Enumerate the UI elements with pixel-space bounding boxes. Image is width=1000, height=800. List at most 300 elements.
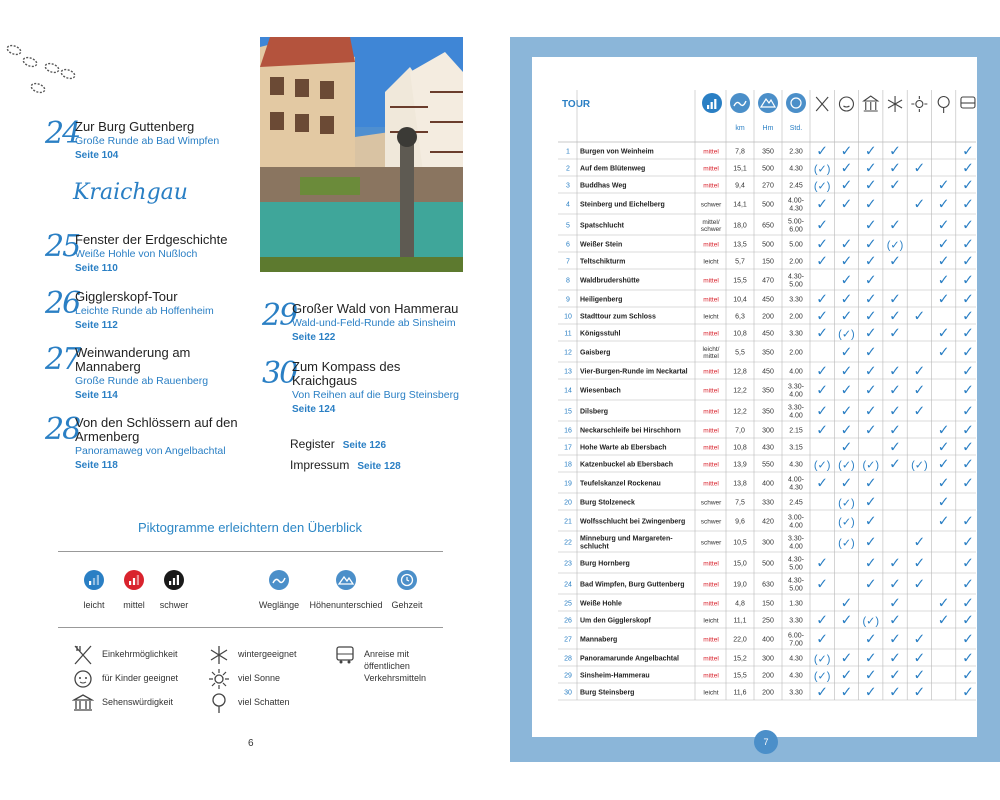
check-icon: ✓ xyxy=(913,159,926,176)
check-icon: ✓ xyxy=(913,666,926,683)
row-tour-name: Neckarschleife bei Hirschhorn xyxy=(580,427,681,435)
row-number: 11 xyxy=(564,330,572,338)
check-icon: ✓ xyxy=(937,421,950,438)
check-icon: ✓ xyxy=(816,421,829,438)
check-icon: ✓ xyxy=(889,649,901,666)
check-icon: ✓ xyxy=(816,402,829,419)
snowflake-icon xyxy=(208,644,230,666)
row-tour-name: Teltschikturm xyxy=(580,258,626,266)
check-icon: ✓ xyxy=(864,649,877,666)
check-icon: ✓ xyxy=(937,512,950,529)
row-std: 4.30 xyxy=(789,672,803,680)
check-icon: ✓ xyxy=(840,402,853,419)
row-km: 14,1 xyxy=(733,201,747,209)
row-km: 4,8 xyxy=(735,600,745,608)
row-difficulty: mittel xyxy=(703,330,719,338)
check-icon: ✓ xyxy=(937,438,950,455)
row-number: 19 xyxy=(564,480,572,488)
row-km: 9,6 xyxy=(735,518,745,526)
row-number: 21 xyxy=(564,518,572,526)
check-icon: ✓ xyxy=(962,381,974,398)
row-hm: 300 xyxy=(762,539,774,547)
row-number: 13 xyxy=(564,368,572,376)
row-difficulty: mittel xyxy=(703,408,719,416)
row-hm: 200 xyxy=(762,689,774,697)
check-icon: ✓ xyxy=(889,666,901,683)
header-sun-icon xyxy=(911,96,927,112)
row-tour-name: Burg Steinsberg xyxy=(580,689,635,697)
row-km: 15,2 xyxy=(733,655,747,663)
row-tour-name: Wolfsschlucht bei Zwingenberg xyxy=(580,518,686,526)
check-icon: ✓ xyxy=(937,594,950,611)
row-difficulty: mittel xyxy=(703,427,719,435)
check-icon: ✓ xyxy=(864,176,877,193)
duration-icon xyxy=(395,568,419,592)
row-km: 5,5 xyxy=(735,349,745,357)
check-icon: ✓ xyxy=(962,512,974,529)
check-icon: ✓ xyxy=(816,216,829,233)
row-tour-name: Teufelskanzel Rockenau xyxy=(580,480,661,488)
row-difficulty: leicht xyxy=(703,689,719,697)
row-hm: 200 xyxy=(762,313,774,321)
row-number: 5 xyxy=(566,222,570,230)
check-icon: ✓ xyxy=(913,683,926,700)
row-km: 10,8 xyxy=(733,444,747,452)
row-tour-name: Sinsheim-Hammerau xyxy=(580,672,650,680)
row-tour-name: Burg Stolzeneck xyxy=(580,499,635,507)
row-std: 3.00-4.00 xyxy=(788,514,804,530)
row-std: 3.15 xyxy=(789,444,803,452)
tour-overview-table xyxy=(558,90,978,716)
check-icon: ✓ xyxy=(816,307,829,324)
row-number: 16 xyxy=(564,427,572,435)
row-km: 13,5 xyxy=(733,241,747,249)
row-number: 2 xyxy=(566,165,570,173)
row-km: 13,8 xyxy=(733,480,747,488)
check-icon: ✓ xyxy=(864,271,877,288)
partial-check-icon: (✓) xyxy=(862,459,880,472)
check-icon: ✓ xyxy=(840,594,853,611)
row-tour-name: Vier-Burgen-Runde im Neckartal xyxy=(580,368,688,376)
tour-page: Seite 118 xyxy=(75,460,118,471)
check-icon: ✓ xyxy=(962,142,974,159)
tour-number: 26 xyxy=(45,286,80,321)
row-tour-name: Weißer Stein xyxy=(580,241,623,249)
town-photo xyxy=(260,37,463,272)
legend-text: Sehenswürdigkeit xyxy=(102,697,174,707)
row-number: 20 xyxy=(564,499,572,507)
row-difficulty: schwer xyxy=(700,518,722,526)
tour-subtitle: Leichte Runde ab Hoffenheim xyxy=(75,305,214,317)
check-icon: ✓ xyxy=(864,362,877,379)
row-km: 22,0 xyxy=(733,636,747,644)
partial-check-icon: (✓) xyxy=(838,537,855,550)
register-link[interactable] xyxy=(290,437,386,451)
legend-text: Anreise mit öffentlichen Verkehrsmitteln xyxy=(364,649,427,683)
row-km: 7,0 xyxy=(735,427,745,435)
row-hm: 350 xyxy=(762,148,774,156)
row-difficulty: mittel xyxy=(703,636,719,644)
check-icon: ✓ xyxy=(962,290,974,307)
check-icon: ✓ xyxy=(937,176,950,193)
tour-page: Seite 124 xyxy=(292,404,336,415)
check-icon: ✓ xyxy=(937,290,950,307)
check-icon: ✓ xyxy=(962,630,974,647)
row-number: 22 xyxy=(564,539,572,547)
tour-title: Zur Burg Guttenberg xyxy=(75,119,195,134)
partial-check-icon: (✓) xyxy=(838,497,855,510)
check-icon: ✓ xyxy=(840,474,853,491)
row-km: 11,6 xyxy=(733,689,747,697)
check-icon: ✓ xyxy=(889,176,901,193)
check-icon: ✓ xyxy=(864,630,877,647)
row-km: 5,7 xyxy=(735,258,745,266)
partial-check-icon: (✓) xyxy=(838,328,855,341)
row-tour-name: Königsstuhl xyxy=(580,330,621,338)
check-icon: ✓ xyxy=(937,474,950,491)
check-icon: ✓ xyxy=(889,575,901,592)
check-icon: ✓ xyxy=(816,683,829,700)
row-number: 14 xyxy=(564,387,572,395)
divider xyxy=(58,551,443,552)
legend-label-schwer: schwer xyxy=(159,600,189,610)
row-std: 4.30 xyxy=(789,655,803,663)
check-icon: ✓ xyxy=(962,307,974,324)
row-difficulty: leicht xyxy=(703,617,719,625)
legend-label-mittel: mittel xyxy=(123,600,145,610)
check-icon: ✓ xyxy=(962,575,974,592)
legend-text: Einkehrmöglichkeit xyxy=(102,649,178,659)
tour-title: Gigglerskopf-Tour xyxy=(75,289,178,304)
difficulty-easy-icon xyxy=(82,568,106,592)
check-icon: ✓ xyxy=(889,142,901,159)
check-icon: ✓ xyxy=(937,493,950,510)
row-hm: 350 xyxy=(762,408,774,416)
row-tour-name: Burgen von Weinheim xyxy=(580,148,654,156)
check-icon: ✓ xyxy=(864,575,877,592)
row-std: 4.30-5.00 xyxy=(788,273,804,289)
row-tour-name: Katzenbuckel ab Ebersbach xyxy=(580,461,673,469)
row-hm: 500 xyxy=(762,560,774,568)
row-tour-name: Spatschlucht xyxy=(580,222,624,230)
check-icon: ✓ xyxy=(864,533,877,550)
check-icon: ✓ xyxy=(816,611,829,628)
check-icon: ✓ xyxy=(864,252,877,269)
check-icon: ✓ xyxy=(937,271,950,288)
row-hm: 550 xyxy=(762,461,774,469)
legend-label-leicht: leicht xyxy=(83,600,105,610)
partial-check-icon: (✓) xyxy=(813,163,831,176)
row-hm: 630 xyxy=(762,581,774,589)
row-difficulty: schwer xyxy=(700,539,722,547)
row-hm: 150 xyxy=(762,600,774,608)
row-tour-name: Hohe Warte ab Ebersbach xyxy=(580,444,667,452)
check-icon: ✓ xyxy=(937,343,950,360)
row-std: 3.30 xyxy=(789,330,803,338)
row-number: 26 xyxy=(564,617,572,625)
register-label: Register xyxy=(290,437,335,451)
row-difficulty: mittel xyxy=(703,672,719,680)
check-icon: ✓ xyxy=(840,271,853,288)
row-std: 1.30 xyxy=(789,600,803,608)
check-icon: ✓ xyxy=(840,362,853,379)
check-icon: ✓ xyxy=(913,575,926,592)
row-std: 4.00 xyxy=(789,368,803,376)
legend-label-hoehe: Höhenunterschied xyxy=(309,600,383,610)
check-icon: ✓ xyxy=(864,195,877,212)
check-icon: ✓ xyxy=(913,533,926,550)
row-hm: 400 xyxy=(762,636,774,644)
row-number: 25 xyxy=(564,600,572,608)
check-icon: ✓ xyxy=(962,474,974,491)
row-std: 2.15 xyxy=(789,427,803,435)
row-hm: 250 xyxy=(762,617,774,625)
check-icon: ✓ xyxy=(864,324,877,341)
row-tour-name: Gaisberg xyxy=(580,349,611,357)
row-difficulty: mittel xyxy=(703,148,719,156)
row-km: 15,5 xyxy=(733,277,747,285)
check-icon: ✓ xyxy=(864,493,877,510)
row-hm: 470 xyxy=(762,277,774,285)
check-icon: ✓ xyxy=(937,216,950,233)
check-icon: ✓ xyxy=(864,512,877,529)
header-child-face-icon xyxy=(839,97,853,111)
check-icon: ✓ xyxy=(962,159,974,176)
row-km: 9,4 xyxy=(735,182,745,190)
row-difficulty: mittel xyxy=(703,560,719,568)
row-difficulty: mittel xyxy=(703,277,719,285)
check-icon: ✓ xyxy=(864,683,877,700)
row-km: 12,8 xyxy=(733,368,747,376)
row-number: 7 xyxy=(566,258,570,266)
row-difficulty: mittel xyxy=(703,600,719,608)
difficulty-hard-icon xyxy=(162,568,186,592)
row-std: 3.30-4.00 xyxy=(788,535,804,551)
check-icon: ✓ xyxy=(962,216,974,233)
row-km: 11,1 xyxy=(733,617,747,625)
check-icon: ✓ xyxy=(937,611,950,628)
check-icon: ✓ xyxy=(864,381,877,398)
tour-subtitle: Von Reihen auf die Burg Steinsberg xyxy=(292,389,459,401)
check-icon: ✓ xyxy=(864,343,877,360)
check-icon: ✓ xyxy=(962,666,974,683)
check-icon: ✓ xyxy=(889,290,901,307)
check-icon: ✓ xyxy=(816,195,829,212)
row-hm: 450 xyxy=(762,330,774,338)
row-std: 2.30 xyxy=(789,148,803,156)
tour-page: Seite 104 xyxy=(75,150,119,161)
sun-icon xyxy=(208,668,230,690)
check-icon: ✓ xyxy=(816,142,829,159)
partial-check-icon: (✓) xyxy=(838,516,855,529)
row-number: 1 xyxy=(566,148,570,156)
row-hm: 300 xyxy=(762,427,774,435)
partial-check-icon: (✓) xyxy=(813,670,831,683)
row-tour-name: Mannaberg xyxy=(580,636,618,644)
bus-icon xyxy=(334,644,356,666)
check-icon: ✓ xyxy=(889,307,901,324)
check-icon: ✓ xyxy=(962,362,974,379)
row-number: 24 xyxy=(564,581,572,589)
row-km: 15,5 xyxy=(733,672,747,680)
partial-check-icon: (✓) xyxy=(911,459,928,472)
check-icon: ✓ xyxy=(889,159,901,176)
check-icon: ✓ xyxy=(913,362,926,379)
check-icon: ✓ xyxy=(889,252,901,269)
row-number: 17 xyxy=(564,444,572,452)
row-number: 23 xyxy=(564,560,572,568)
check-icon: ✓ xyxy=(913,649,926,666)
row-tour-name: Buddhas Weg xyxy=(580,182,627,190)
check-icon: ✓ xyxy=(913,307,926,324)
tour-page: Seite 110 xyxy=(75,263,118,274)
row-std: 2.45 xyxy=(789,499,803,507)
tour-number: 29 xyxy=(262,298,297,333)
row-km: 10,8 xyxy=(733,330,747,338)
row-difficulty: schwer xyxy=(700,499,722,507)
impressum-link[interactable] xyxy=(290,458,401,472)
check-icon: ✓ xyxy=(937,195,950,212)
row-difficulty: mittel xyxy=(703,241,719,249)
row-difficulty: schwer xyxy=(700,201,722,209)
check-icon: ✓ xyxy=(962,533,974,550)
page-number: 7 xyxy=(754,730,778,754)
check-icon: ✓ xyxy=(840,649,853,666)
row-hm: 500 xyxy=(762,241,774,249)
tour-title: Fenster der Erdgeschichte xyxy=(75,232,228,247)
row-difficulty: mittel xyxy=(703,655,719,663)
child-face-icon xyxy=(72,668,94,690)
row-hm: 450 xyxy=(762,368,774,376)
duration-header-icon xyxy=(786,93,806,113)
row-km: 19,0 xyxy=(733,581,747,589)
row-tour-name: Steinberg und Eichelberg xyxy=(580,201,665,209)
row-km: 6,3 xyxy=(735,313,745,321)
row-km: 10,4 xyxy=(733,296,747,304)
row-km: 15,1 xyxy=(733,165,747,173)
row-difficulty: leicht/ mittel xyxy=(702,345,720,361)
check-icon: ✓ xyxy=(937,324,950,341)
row-hm: 650 xyxy=(762,222,774,230)
footprints-icon xyxy=(2,40,82,100)
check-icon: ✓ xyxy=(889,455,901,472)
register-page: Seite 126 xyxy=(342,440,387,451)
row-hm: 350 xyxy=(762,349,774,357)
legend-text: wintergeeignet xyxy=(238,649,297,659)
check-icon: ✓ xyxy=(840,381,853,398)
row-tour-name: Bad Wimpfen, Burg Guttenberg xyxy=(580,581,685,589)
tour-number: 30 xyxy=(262,356,297,391)
check-icon: ✓ xyxy=(889,611,901,628)
check-icon: ✓ xyxy=(962,324,974,341)
row-km: 13,9 xyxy=(733,461,747,469)
row-std: 4.30-5.00 xyxy=(788,577,804,593)
check-icon: ✓ xyxy=(962,611,974,628)
row-std: 3.30 xyxy=(789,296,803,304)
row-difficulty: mittel xyxy=(703,480,719,488)
row-std: 4.30 xyxy=(789,165,803,173)
row-km: 15,0 xyxy=(733,560,747,568)
check-icon: ✓ xyxy=(816,381,829,398)
row-difficulty: mittel/ schwer xyxy=(700,218,722,234)
check-icon: ✓ xyxy=(864,290,877,307)
partial-check-icon: (✓) xyxy=(862,615,880,628)
row-tour-name: Heiligenberg xyxy=(580,296,623,304)
row-difficulty: leicht xyxy=(703,313,719,321)
row-std: 4.00-4.30 xyxy=(788,197,804,213)
row-tour-name: Panoramarunde Angelbachtal xyxy=(580,655,679,663)
monument-icon xyxy=(72,692,94,714)
row-number: 10 xyxy=(564,313,572,321)
row-hm: 300 xyxy=(762,655,774,663)
row-difficulty: mittel xyxy=(703,182,719,190)
tour-page: Seite 122 xyxy=(292,332,336,343)
check-icon: ✓ xyxy=(962,683,974,700)
row-std: 3.30 xyxy=(789,617,803,625)
row-km: 10,5 xyxy=(733,539,747,547)
row-tour-name: Wiesenbach xyxy=(580,387,621,395)
row-std: 4.30-5.00 xyxy=(788,556,804,572)
tour-subtitle: Weiße Hohle von Nußloch xyxy=(75,248,198,260)
check-icon: ✓ xyxy=(962,594,974,611)
row-number: 8 xyxy=(566,277,570,285)
tour-subtitle: Große Runde ab Bad Wimpfen xyxy=(75,135,220,147)
row-difficulty: mittel xyxy=(703,581,719,589)
partial-check-icon: (✓) xyxy=(813,180,831,193)
check-icon: ✓ xyxy=(889,683,901,700)
header-cutlery-icon xyxy=(816,97,828,111)
table-header-tour: TOUR xyxy=(562,99,591,110)
check-icon: ✓ xyxy=(816,554,829,571)
row-hm: 420 xyxy=(762,518,774,526)
check-icon: ✓ xyxy=(937,455,950,472)
row-difficulty: mittel xyxy=(703,296,719,304)
tour-number: 27 xyxy=(45,342,80,377)
check-icon: ✓ xyxy=(864,666,877,683)
row-km: 7,8 xyxy=(735,148,745,156)
check-icon: ✓ xyxy=(913,402,926,419)
row-hm: 270 xyxy=(762,182,774,190)
row-std: 2.00 xyxy=(789,349,803,357)
check-icon: ✓ xyxy=(889,362,901,379)
check-icon: ✓ xyxy=(889,438,901,455)
row-number: 18 xyxy=(564,461,572,469)
tour-number: 25 xyxy=(45,229,80,264)
row-tour-name: Burg Hornberg xyxy=(580,560,630,568)
partial-check-icon: (✓) xyxy=(886,239,904,252)
check-icon: ✓ xyxy=(864,474,877,491)
check-icon: ✓ xyxy=(962,554,974,571)
check-icon: ✓ xyxy=(962,252,974,269)
check-icon: ✓ xyxy=(840,235,853,252)
tour-page: Seite 112 xyxy=(75,320,118,331)
row-number: 27 xyxy=(564,636,572,644)
legend-text: viel Sonne xyxy=(238,673,281,683)
cutlery-icon xyxy=(72,644,94,666)
row-std: 3.30 xyxy=(789,689,803,697)
check-icon: ✓ xyxy=(864,554,877,571)
check-icon: ✓ xyxy=(840,290,853,307)
row-km: 7,5 xyxy=(735,499,745,507)
partial-check-icon: (✓) xyxy=(838,459,855,472)
row-number: 3 xyxy=(566,182,570,190)
check-icon: ✓ xyxy=(816,362,829,379)
tour-number: 28 xyxy=(45,412,80,447)
row-tour-name: Um den Gigglerskopf xyxy=(580,617,651,625)
tree-icon xyxy=(208,692,230,714)
check-icon: ✓ xyxy=(864,159,877,176)
check-icon: ✓ xyxy=(913,554,926,571)
